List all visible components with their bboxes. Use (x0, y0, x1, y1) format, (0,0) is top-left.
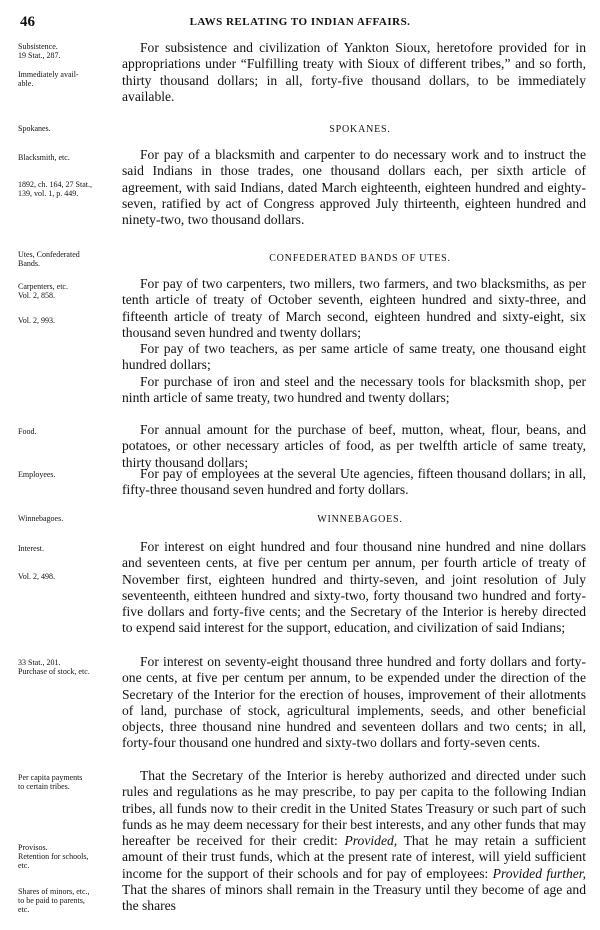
margin-note-provisos: Provisos. Retention for schools, etc. (18, 843, 89, 870)
yankton-paragraph: For subsistence and civilization of Yankton Sioux, heretofore provided for in appropriations under “Fulfilling treaty with Sioux of different tribes,” and so forth, thirty thousand dollars; in all, forty-five thousand dollars, to be immediately available. (122, 40, 586, 104)
running-title: LAWS RELATING TO INDIAN AFFAIRS. (189, 16, 411, 28)
margin-note-spokanes: Spokanes. (18, 124, 51, 133)
proviso-further-emphasis: Provided further, (492, 865, 586, 881)
spokanes-paragraph: For pay of a blacksmith and carpenter to do necessary work and to instruct the said Indians in those trades, one thousand dollars each, per sixth article of agreement, with said Indians, dated March eighteenth, eighteen hundred and eighty-seven, ratified by act of Congress approved July thirteenth, eighteen hundred and ninety-two, two thousand dollars. (122, 147, 586, 228)
utes-paragraph-4: For annual amount for the purchase of beef, mutton, wheat, flour, beans, and potatoes, or other necessary articles of food, as per twelfth article of same treaty, thirty thousand dollars; (122, 422, 586, 470)
margin-note-per-capita: Per capita payments to certain tribes. (18, 773, 83, 791)
margin-note-1892-stat: 1892, ch. 164, 27 Stat., 139, vol. 1, p. 449. (18, 180, 92, 198)
utes-paragraph-5: For pay of employees at the several Ute agencies, fifteen thousand dollars; in all, fifty-three thousand seven hundred and forty dollars. (122, 466, 586, 498)
margin-note-blacksmith: Blacksmith, etc. (18, 153, 70, 162)
margin-note-utes: Utes, Confederated Bands. (18, 250, 80, 268)
margin-note-immediately-available: Immediately avail- able. (18, 70, 79, 88)
margin-note-interest: Interest. (18, 544, 44, 553)
margin-note-vol2-498: Vol. 2, 498. (18, 572, 55, 581)
utes-paragraph-3: For purchase of iron and steel and the necessary tools for blacksmith shop, per ninth article of same treaty, two hundred and twenty dollars; (122, 374, 586, 406)
margin-note-33-stat: 33 Stat., 201. Purchase of stock, etc. (18, 658, 90, 676)
margin-note-food: Food. (18, 427, 37, 436)
utes-paragraph-2: For pay of two teachers, as per same article of same treaty, one thousand eight hundred dollars; (122, 341, 586, 373)
winnebagoes-paragraph-1: For interest on eight hundred and four thousand nine hundred and nine dollars and seventeen cents, at five per centum per annum, per fourth article of treaty of November first, eighteen hundred and thirty-seven, and joint resolution of July seventeenth, eithteen hundred and sixty-two, forty thousand two hundred and forty-five dollars and forty-five cents; and the Secretary of the Interior is hereby directed to expend said interest for the support, education, and civilization of said Indians; (122, 539, 586, 636)
section-heading-spokanes: SPOKANES. (329, 124, 391, 135)
margin-note-winnebagoes: Winnebagoes. (18, 514, 64, 523)
margin-note-vol2-993: Vol. 2, 993. (18, 316, 55, 325)
winnebagoes-paragraph-3: That the Secretary of the Interior is hereby authorized and directed under such rules and regulations as he may prescribe, to pay per capita to the following Indian tribes, all funds now to their credit in the United States Treasury or such part of such funds as he may deem necessary for their best interests, and any other funds that may hereafter be received for their credit: Provided, That he may retain a sufficient amount of their trust funds, which at the present rate of interest, will yield sufficient income for the support of their schools and for pay of employees: Provided further, That the shares of minors shall remain in the Treasury until they become of age and the shares (122, 768, 586, 914)
margin-note-employees: Employees. (18, 470, 56, 479)
margin-note-subsistence: Subsistence. 19 Stat., 287. (18, 42, 61, 60)
winnebagoes-paragraph-2: For interest on seventy-eight thousand three hundred and forty dollars and forty-one cents, at five per centum per annum, to be expended under the direction of the Secretary of the Interior for the erection of houses, improvement of their allotments of land, purchase of stock, agricultural implements, seeds, and other beneficial objects, three thousand nine hundred and seventeen dollars and two cents; in all, forty-four thousand one hundred and sixty-two dollars and forty-seven cents. (122, 654, 586, 751)
section-heading-winnebagoes: WINNEBAGOES. (317, 514, 403, 525)
section-heading-utes: CONFEDERATED BANDS OF UTES. (269, 253, 451, 264)
margin-note-shares-minors: Shares of minors, etc., to be paid to parents, etc. (18, 887, 90, 914)
page-number: 46 (20, 14, 35, 30)
margin-note-carpenters: Carpenters, etc. Vol. 2, 858. (18, 282, 68, 300)
utes-paragraph-1: For pay of two carpenters, two millers, two farmers, and two blacksmiths, as per tenth article of treaty of October seventh, eighteen hundred and sixty-three, and fifteenth article of treaty of March second, eighteen hundred and sixty-eight, six thousand seven hundred and twenty dollars; (122, 276, 586, 340)
proviso-emphasis: Provided, (344, 833, 398, 849)
